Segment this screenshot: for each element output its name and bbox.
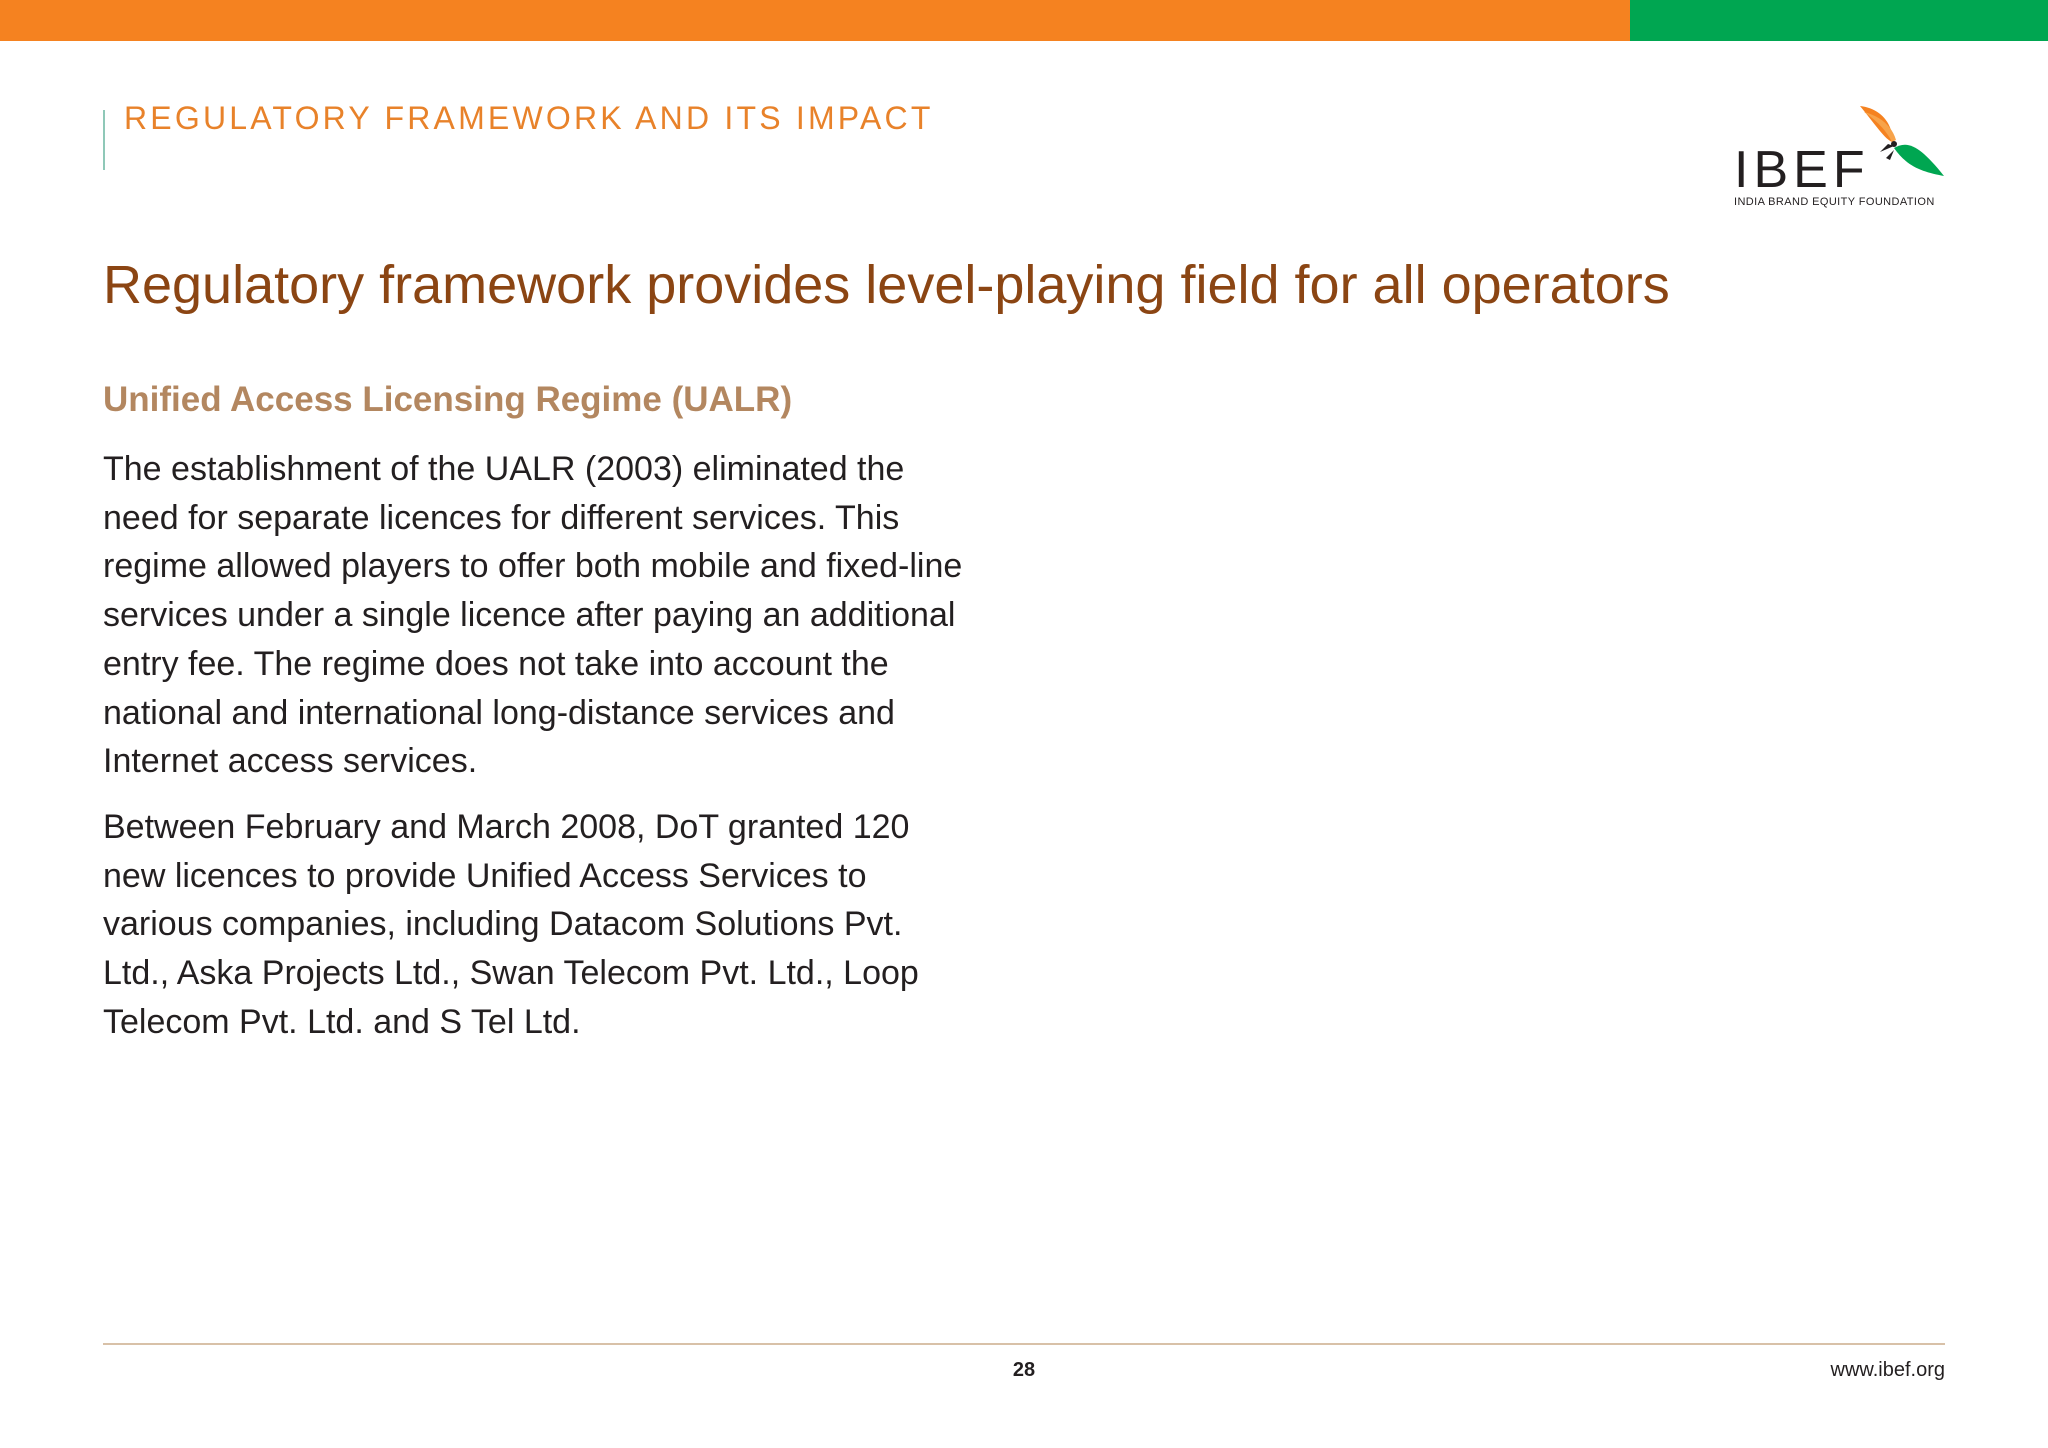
logo-tagline: INDIA BRAND EQUITY FOUNDATION: [1734, 196, 1935, 208]
body-paragraph-1: The establishment of the UALR (2003) eliminated the need for separate licences for different services. This regime allowed players to offer both mobile and fixed-line services under a single licence after paying an additional entry fee. The regime does not take into account the national and international long-distance services and Internet access services.: [103, 450, 963, 781]
top-bar-orange: [0, 0, 1630, 41]
sub-heading: Unified Access Licensing Regime (UALR): [103, 380, 793, 419]
footer-url[interactable]: www.ibef.org: [1830, 1359, 1945, 1381]
footer-rule: [103, 1343, 1945, 1345]
logo-wordmark: IBEF: [1734, 141, 1870, 199]
page-title: Regulatory framework provides level-playing field for all operators: [103, 255, 1670, 315]
section-rule: [103, 110, 105, 170]
top-bar-green: [1630, 0, 2048, 41]
page-number: 28: [1012, 1359, 1036, 1381]
section-label: REGULATORY FRAMEWORK AND ITS IMPACT: [124, 100, 934, 136]
body-paragraph-2: Between February and March 2008, DoT granted 120 new licences to provide Unified Access Services to various companies, including Datacom Solutions Pvt. Ltd., Aska Projects Ltd., Swan Telecom Pvt. Ltd., Loop Telecom Pvt. Ltd. and S Tel Ltd.: [103, 808, 919, 1041]
ibef-logo: [1730, 100, 1946, 212]
